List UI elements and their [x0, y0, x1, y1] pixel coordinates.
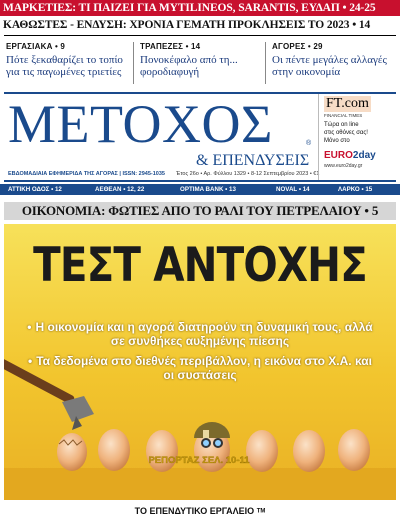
euro2day-url[interactable]: www.euro2day.gr [324, 163, 363, 169]
divider [4, 35, 396, 36]
company-ref[interactable]: ΑΕΘΕΑΝ • 12, 22 [95, 186, 145, 193]
company-page: 12, 22 [127, 186, 145, 193]
trademark: TM [256, 508, 266, 515]
divider [133, 42, 134, 84]
masthead-title: ΜΕΤΟΧΟΣ [8, 94, 273, 154]
egg-icon [338, 429, 370, 471]
company-page: 14 [302, 186, 310, 193]
cover-bullet [24, 320, 376, 348]
teaser-headline: Οι πέντε μεγάλες αλλαγές στην οικονομία [272, 54, 387, 78]
company-page: 15 [365, 186, 373, 193]
secondary-headline[interactable]: ΟΙΚΟΝΟΜΙΑ: ΦΩΤΙΕΣ ΑΠΟ ΤΟ ΡΑΛΙ ΤΟΥ ΠΕΤΡΕΛΑΙΟΥ • 5 [4, 202, 396, 220]
company-name: ΑΤΤΙΚΗ ΟΔΟΣ [8, 186, 50, 193]
company-name: OPTIMA BANK [180, 186, 224, 193]
euro2day-logo-part: 2day [352, 150, 376, 161]
cover-story[interactable] [4, 224, 396, 500]
bullet-text: Τα δεδομένα στο διεθνές περιβάλλον, η εικόνα στο Χ.Α. και οι συστάσεις [36, 354, 372, 382]
teaser-trapezes[interactable] [140, 42, 266, 78]
bullet-dot: • [27, 320, 32, 334]
promo-text: στις οθόνες σας! [324, 130, 368, 136]
masthead-subtitle: & ΕΠΕΝΔΥΣΕΙΣ [196, 152, 310, 169]
footer-text: ΤΟ ΕΠΕΝΔΥΤΙΚΟ ΕΡΓΑΛΕΙΟ [134, 506, 255, 516]
reportage-pages[interactable]: ΡΕΠΟΡΤΑΖ ΣΕΛ. 10-11 [148, 455, 250, 466]
ft-logo: FT.com [326, 96, 369, 111]
footer-slogan [0, 506, 400, 516]
company-ref[interactable]: NOVAL • 14 [276, 186, 310, 193]
company-index-bar [0, 184, 400, 195]
sub-banner[interactable]: ΚΑΘΩΣΤΕΣ - ΕΝΔΥΣΗ: ΧΡΟΝΙΑ ΓΕΜΑΤΗ ΠΡΟΚΛΗΣΕΙΣ ΤΟ 2023 • 14 [3, 19, 371, 31]
ft-promo[interactable] [318, 94, 396, 180]
cracked-egg-icon [57, 433, 87, 471]
ft-logo-sub: FINANCIAL TIMES [324, 113, 363, 118]
divider [265, 42, 266, 84]
promo-text: Μόνο στο [324, 138, 350, 144]
teaser-row [0, 42, 400, 88]
cover-title: ΤΕΣΤ ΑΝΤΟΧΗΣ [33, 238, 367, 293]
egg-icon [293, 430, 325, 472]
teaser-headline: Πότε ξεκαθαρίζει το τοπίο για τις παγωμένες τριετίες [6, 54, 123, 78]
euro2day-logo [324, 150, 376, 161]
bullet-text: Η οικονομία και η αγορά διατηρούν τη δυναμική τους, αλλά σε συνθήκες αυξημένης πίεσης [35, 320, 373, 348]
teaser-headline: Πονοκέφαλο από τη... φοροδιαφυγή [140, 54, 238, 78]
company-ref[interactable]: ΑΤΤΙΚΗ ΟΔΟΣ • 12 [8, 186, 62, 193]
registered-mark: ® [306, 140, 312, 147]
company-name: ΛΑΡΚΟ [338, 186, 360, 193]
ground [4, 468, 396, 500]
company-page: 13 [229, 186, 236, 193]
teaser-category: ΑΓΟΡΕΣ • 29 [272, 42, 323, 51]
top-banner[interactable]: ΜΑΡΚΕΤΙΕΣ: ΤΙ ΠΑΙΖΕΙ ΓΙΑ MYTILINEOS, SARANTIS, ΕΥΔΑΠ • 24-25 [0, 0, 400, 16]
teaser-category: ΤΡΑΠΕΖΕΣ • 14 [140, 42, 201, 51]
euro2day-logo-part: EURO [324, 150, 353, 161]
masthead-tagline: ΕΒΔΟΜΑΔΙΑΙΑ ΕΦΗΜΕΡΙΔΑ ΤΗΣ ΑΓΟΡΑΣ | ISSN: 2945-1035 [8, 171, 165, 177]
cover-bullet [24, 354, 376, 382]
company-ref[interactable]: ΛΑΡΚΟ • 15 [338, 186, 373, 193]
teaser-ergasiaka[interactable] [6, 42, 132, 78]
teaser-agores[interactable] [272, 42, 398, 78]
company-ref[interactable]: OPTIMA BANK • 13 [180, 186, 236, 193]
company-name: ΑΕΘΕΑΝ [95, 186, 122, 193]
company-name: NOVAL [276, 186, 298, 193]
company-page: 12 [54, 186, 62, 193]
issue-info: Έτος 26ο • Αρ. Φύλλου 1329 • 8-12 Σεπτεμβρίου 2023 • €1 [176, 171, 320, 177]
promo-text: Τώρα on line [324, 122, 359, 128]
bullet-dot: • [28, 354, 33, 368]
teaser-category: ΕΡΓΑΣΙΑΚΑ • 9 [6, 42, 66, 51]
